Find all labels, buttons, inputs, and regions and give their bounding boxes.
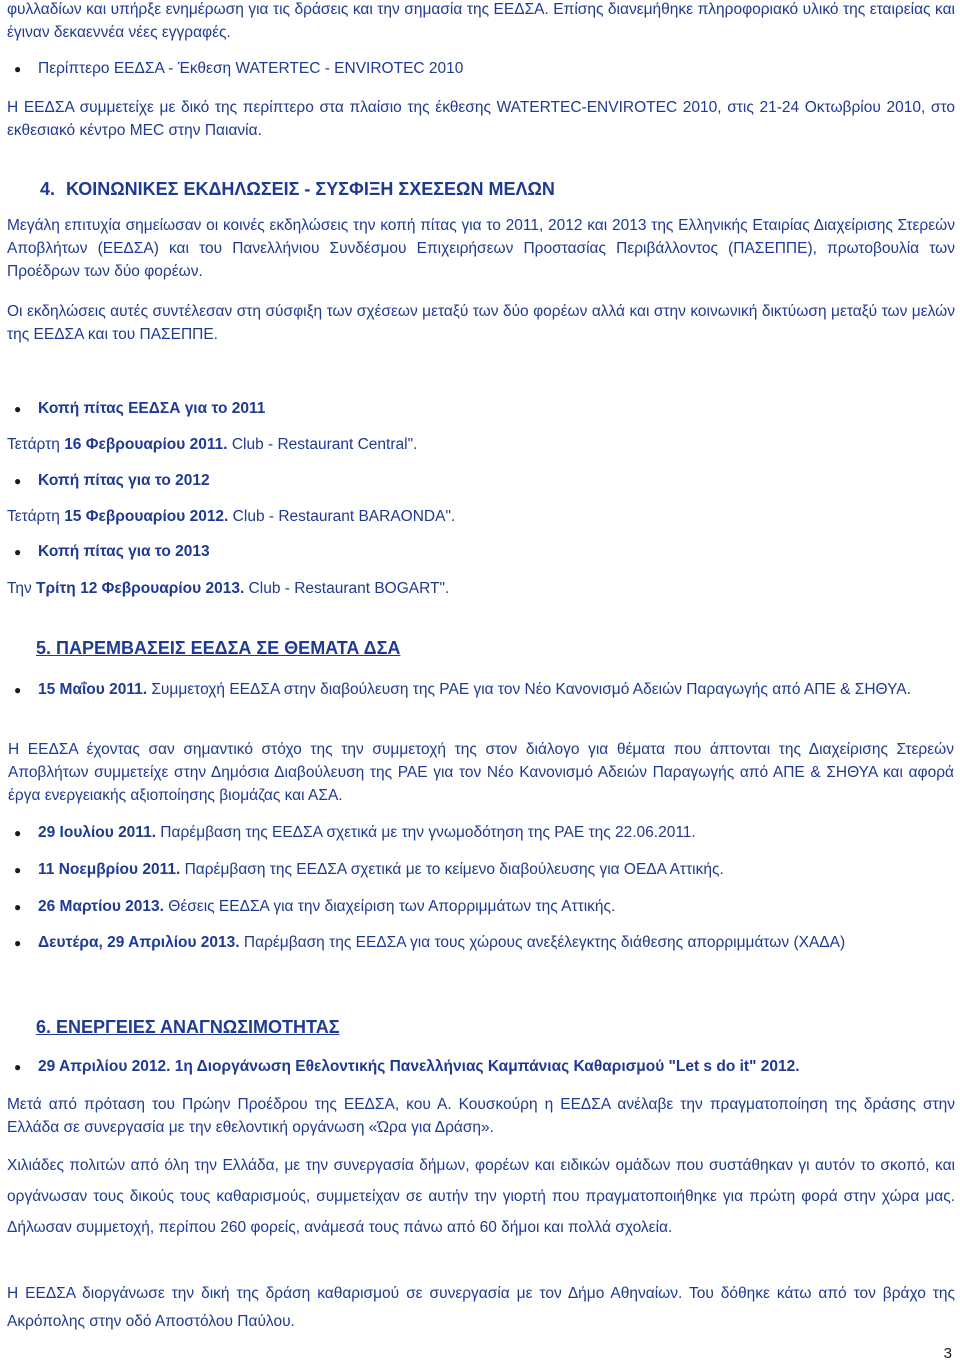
event-2011-day: Τετάρτη — [7, 436, 65, 453]
event-2013-day: Την — [7, 580, 37, 597]
section-6-paragraph-1: Μετά από πρόταση του Πρώην Προέδρου της ΕΕΔΣΑ, κου Α. Κουσκούρη η ΕΕΔΣΑ ανέλαβε την πραγματοποίηση της δράσης στην Ελλάδα σε συνεργασία με την εθελοντική οργάνωση «Ώρα για Δράση». — [7, 1096, 955, 1136]
section-4-heading — [40, 177, 555, 201]
event-2013-title: Κοπή πίτας για το 2013 — [38, 543, 210, 560]
bullet-icon: ● — [14, 900, 22, 914]
section-6-heading: 6. ΕΝΕΡΓΕΙΕΣ ΑΝΑΓΝΩΣΙΜΟΤΗΤΑΣ — [36, 1017, 340, 1037]
bullet-icon: ● — [14, 1060, 22, 1074]
bullet-icon: ● — [14, 474, 22, 488]
item-4-text: Θέσεις ΕΕΔΣΑ για την διαχείριση των Απορριμμάτων της Αττικής. — [163, 898, 616, 915]
item-3-text: Παρέμβαση της ΕΕΔΣΑ σχετικά με το κείμενο διαβούλευσης για ΟΕΔΑ Αττικής. — [180, 861, 724, 878]
section-5-item-5 — [8, 931, 955, 954]
event-2012-details — [7, 505, 955, 528]
page-number: 3 — [943, 1345, 952, 1362]
event-2013-details — [7, 577, 955, 600]
event-2011-title: Κοπή πίτας ΕΕΔΣΑ για το 2011 — [38, 400, 266, 417]
item-1-date: 15 Μαΐου 2011. — [38, 681, 148, 698]
bullet-icon: ● — [14, 936, 22, 950]
section-4-paragraph-2: Οι εκδηλώσεις αυτές συντέλεσαν στη σύσφιξη των σχέσεων μεταξύ των δύο φορέων αλλά και στην κοινωνική δικτύωση μεταξύ των μελών της ΕΕΔΣΑ και του ΠΑΣΕΠΠΕ. — [7, 303, 955, 343]
event-2012-venue: Club - Restaurant BARAONDA". — [228, 508, 456, 525]
bullet-icon: ● — [14, 863, 22, 877]
item-1-text: Συμμετοχή ΕΕΔΣΑ στην διαβούλευση της ΡΑΕ για τον Νέο Κανονισμό Αδειών Παραγωγής από ΑΠΕ & ΣΗΘΥΑ. — [147, 681, 911, 698]
section-6-paragraph-2: Χιλιάδες πολιτών από όλη την Ελλάδα, με την συνεργασία δήμων, φορέων και ειδικών ομάδων που συστάθηκαν γι αυτόν το σκοπό, και οργάνωσαν τους δικούς τους καθαρισμούς, συμμετείχαν σε αυτήν την γιορτή που πραγματοποιήθηκε για πρώτη φορά στην χώρα μας. Δήλωσαν συμμετοχή, περίπου 260 φορείς, ανάμεσά τους πάνω από 60 δήμοι και πολλά σχολεία. — [7, 1157, 955, 1236]
bullet-icon: ● — [14, 402, 22, 416]
bullet-icon: ● — [14, 62, 22, 76]
event-2011-date: 16 Φεβρουαρίου 2011. — [64, 436, 228, 453]
item-2-text: Παρέμβαση της ΕΕΔΣΑ σχετικά με την γνωμοδότηση της ΡΑΕ της 22.06.2011. — [156, 824, 696, 841]
section-5-paragraph: Η ΕΕΔΣΑ έχοντας σαν σημαντικό στόχο της την συμμετοχή της στον διάλογο για θέματα που άπτονται της Διαχείρισης Στερεών Αποβλήτων συμμετείχε στην Δημόσια Διαβούλευση της ΡΑΕ για τον Νέο Κανονισμό Αδειών Παραγωγής από ΑΠΕ & ΣΗΘΥΑ και αφορά έργα ενεργειακής αξιοποίησης βιομάζας και ΑΣΑ. — [8, 741, 954, 804]
event-2011-venue: Club - Restaurant Central". — [227, 436, 418, 453]
section-5-item-4 — [38, 895, 955, 918]
item-5-date: Δευτέρα, 29 Απριλίου 2013. — [38, 934, 240, 951]
item-4-date: 26 Μαρτίου 2013. — [38, 898, 164, 915]
bullet-expo-title: Περίπτερο ΕΕΔΣΑ - Έκθεση WATERTEC - ENVIROTEC 2010 — [38, 60, 464, 77]
paragraph-expo: Η ΕΕΔΣΑ συμμετείχε με δικό της περίπτερο στα πλαίσιο της έκθεσης WATERTEC-ENVIROTEC 2010, στις 21-24 Οκτωβρίου 2010, στο εκθεσιακό κέντρο MEC στην Παιανία. — [7, 99, 955, 139]
section-6-paragraph-3: Η ΕΕΔΣΑ διοργάνωσε την δική της δράση καθαρισμού σε συνεργασία με τον Δήμο Αθηναίων. Του δόθηκε κάτω από τον βράχο της Ακρόπολης στην οδό Αποστόλου Παύλου. — [7, 1285, 955, 1330]
section-5-item-2 — [38, 821, 955, 844]
paragraph-intro: φυλλαδίων και υπήρξε ενημέρωση για τις δράσεις και την σημασία της ΕΕΔΣΑ. Επίσης διανεμήθηκε πληροφοριακό υλικό της εταιρείας και έγιναν δεκαεννέα νέες εγγραφές. — [7, 1, 955, 41]
section-5-heading: 5. ΠΑΡΕΜΒΑΣΕΙΣ ΕΕΔΣΑ ΣΕ ΘΕΜΑΤΑ ΔΣΑ — [36, 638, 401, 658]
bullet-icon: ● — [14, 826, 22, 840]
section-6-bullet: 29 Απριλίου 2012. 1η Διοργάνωση Εθελοντικής Πανελλήνιας Καμπάνιας Καθαρισμού "Let s do it" 2012. — [38, 1058, 800, 1075]
section-5-item-3 — [38, 858, 955, 881]
section-4-title: ΚΟΙΝΩΝΙΚΕΣ ΕΚΔΗΛΩΣΕΙΣ - ΣΥΣΦΙΞΗ ΣΧΕΣΕΩΝ ΜΕΛΩΝ — [66, 179, 555, 199]
item-3-date: 11 Νοεμβρίου 2011. — [38, 861, 181, 878]
section-4-number: 4. — [40, 179, 56, 199]
section-4-paragraph-1: Μεγάλη επιτυχία σημείωσαν οι κοινές εκδηλώσεις την κοπή πίτας για το 2011, 2012 και 2013 της Ελληνικής Εταιρίας Διαχείρισης Στερεών Αποβλήτων (ΕΕΔΣΑ) και του Πανελλήνιου Συνδέσμου Επιχειρήσεων Προστασίας Περιβάλλοντος (ΠΑΣΕΠΠΕ), πρωτοβουλία των Προέδρων των δύο φορέων. — [7, 217, 955, 280]
event-2011-details — [7, 433, 955, 456]
item-5-text: Παρέμβαση της ΕΕΔΣΑ για τους χώρους ανεξέλεγκτης διάθεσης απορριμμάτων (ΧΑΔΑ) — [239, 934, 846, 951]
item-2-date: 29 Ιουλίου 2011. — [38, 824, 156, 841]
event-2012-date: 15 Φεβρουαρίου 2012. — [64, 508, 229, 525]
bullet-icon: ● — [14, 683, 22, 697]
event-2012-title: Κοπή πίτας για το 2012 — [38, 472, 210, 489]
event-2012-day: Τετάρτη — [7, 508, 65, 525]
section-5-item-1 — [38, 678, 955, 701]
event-2013-venue: Club - Restaurant BOGART". — [244, 580, 450, 597]
event-2013-date: Τρίτη 12 Φεβρουαρίου 2013. — [36, 580, 245, 597]
bullet-icon: ● — [14, 545, 22, 559]
